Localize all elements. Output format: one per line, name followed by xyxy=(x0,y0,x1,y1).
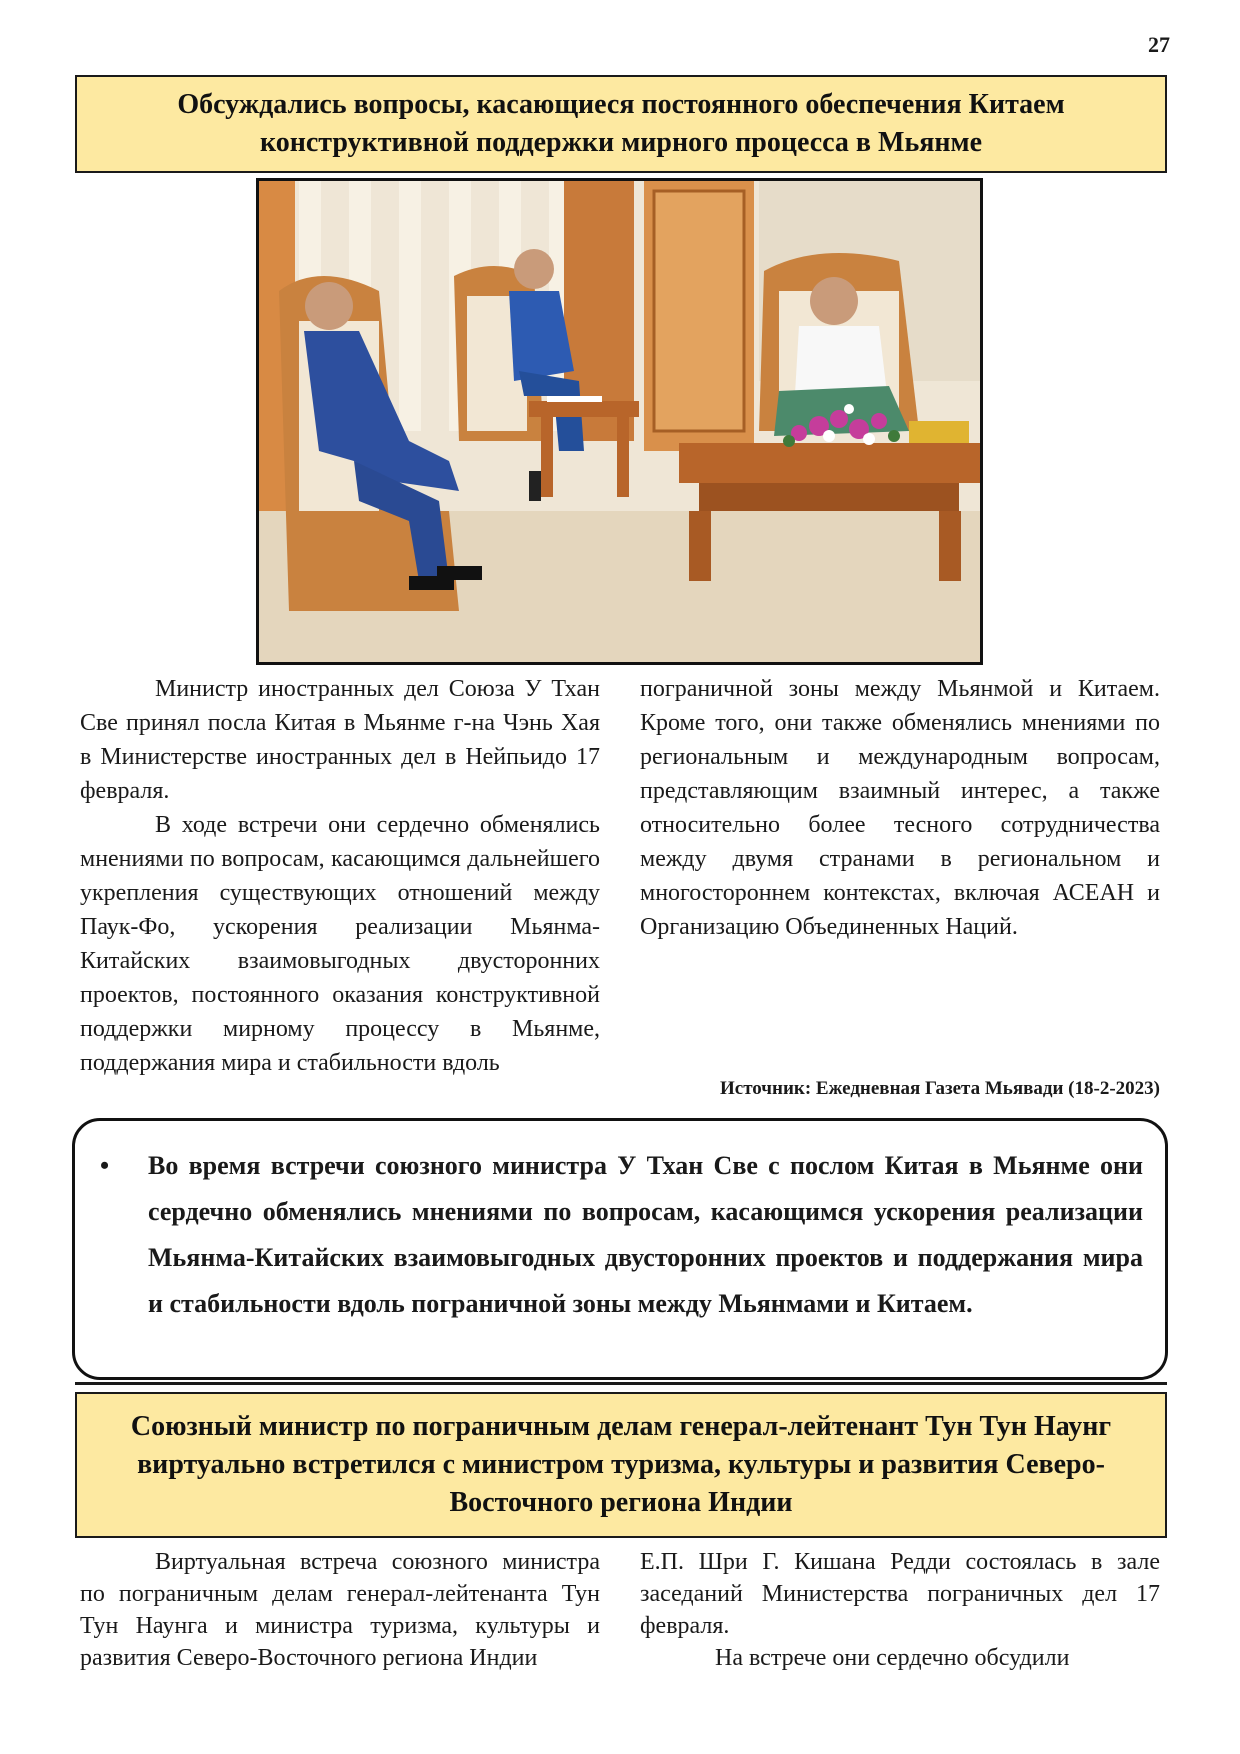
summary-box xyxy=(72,1118,1168,1380)
article2-column-1 xyxy=(80,1546,600,1674)
divider xyxy=(75,1382,1167,1389)
meeting-photo xyxy=(256,178,983,665)
summary-text: Во время встречи союзного министра У Тхан Све с послом Китая в Мьянме они сердечно обменялись мнениями по вопросам, касающимся ускорения реализации Мьянма-Китайских взаимовыгодных двусторонних проектов и поддержания мира и стабильности вдоль пограничной зоны между Мьянмами и Китаем. xyxy=(148,1151,1143,1318)
paragraph: На встрече они сердечно обсудили xyxy=(715,1645,1070,1671)
paragraph: В ходе встречи они сердечно обменялись мнениями по вопросам, касающимся дальнейшего укрепления существующих отношений между Паук-Фо, ускорения реализации Мьянма-Китайских взаимовыгодных двусторонних проектов, постоянного оказания конструктивной поддержки мирному процессу в Мьянме, поддержания мира и стабильности вдоль xyxy=(80,812,600,1076)
paragraph: Е.П. Шри Г. Кишана Редди состоялась в зале заседаний Министерства пограничных дел 17 февраля. xyxy=(640,1549,1160,1639)
page-number: 27 xyxy=(1148,32,1170,57)
source-citation: Источник: Ежедневная Газета Мьявади (18-2-2023) xyxy=(720,1078,1160,1099)
meeting-photo-icon xyxy=(259,181,980,662)
paragraph: пограничной зоны между Мьянмой и Китаем. Кроме того, они также обменялись мнениями по региональным и международным вопросам, представляющим взаимный интерес, а также относительно более тесного сотрудничества между двумя странами в региональном и многостороннем контекстах, включая АСЕАН и Организацию Объединенных Наций. xyxy=(640,676,1160,940)
article2-headline: Союзный министр по пограничным делам генерал-лейтенант Тун Тун Наунг виртуально встретился с министром туризма, культуры и развития Северо-Восточного региона Индии xyxy=(75,1392,1167,1538)
paragraph: Виртуальная встреча союзного министра по пограничным делам генерал-лейтенанта Тун Тун Наунга и министра туризма, культуры и развития Северо-Восточного региона Индии xyxy=(80,1549,600,1671)
article1-headline: Обсуждались вопросы, касающиеся постоянного обеспечения Китаем конструктивной поддержки мирного процесса в Мьянме xyxy=(75,75,1167,173)
article1-column-2 xyxy=(640,672,1160,944)
article2-column-2 xyxy=(640,1546,1160,1674)
article1-column-1 xyxy=(80,672,600,1080)
summary-item xyxy=(100,1143,1143,1327)
paragraph: Министр иностранных дел Союза У Тхан Све принял посла Китая в Мьянме г-на Чэнь Хая в Министерстве иностранных дел в Нейпьидо 17 февраля. xyxy=(80,676,600,804)
bullet-icon: • xyxy=(100,1151,110,1180)
